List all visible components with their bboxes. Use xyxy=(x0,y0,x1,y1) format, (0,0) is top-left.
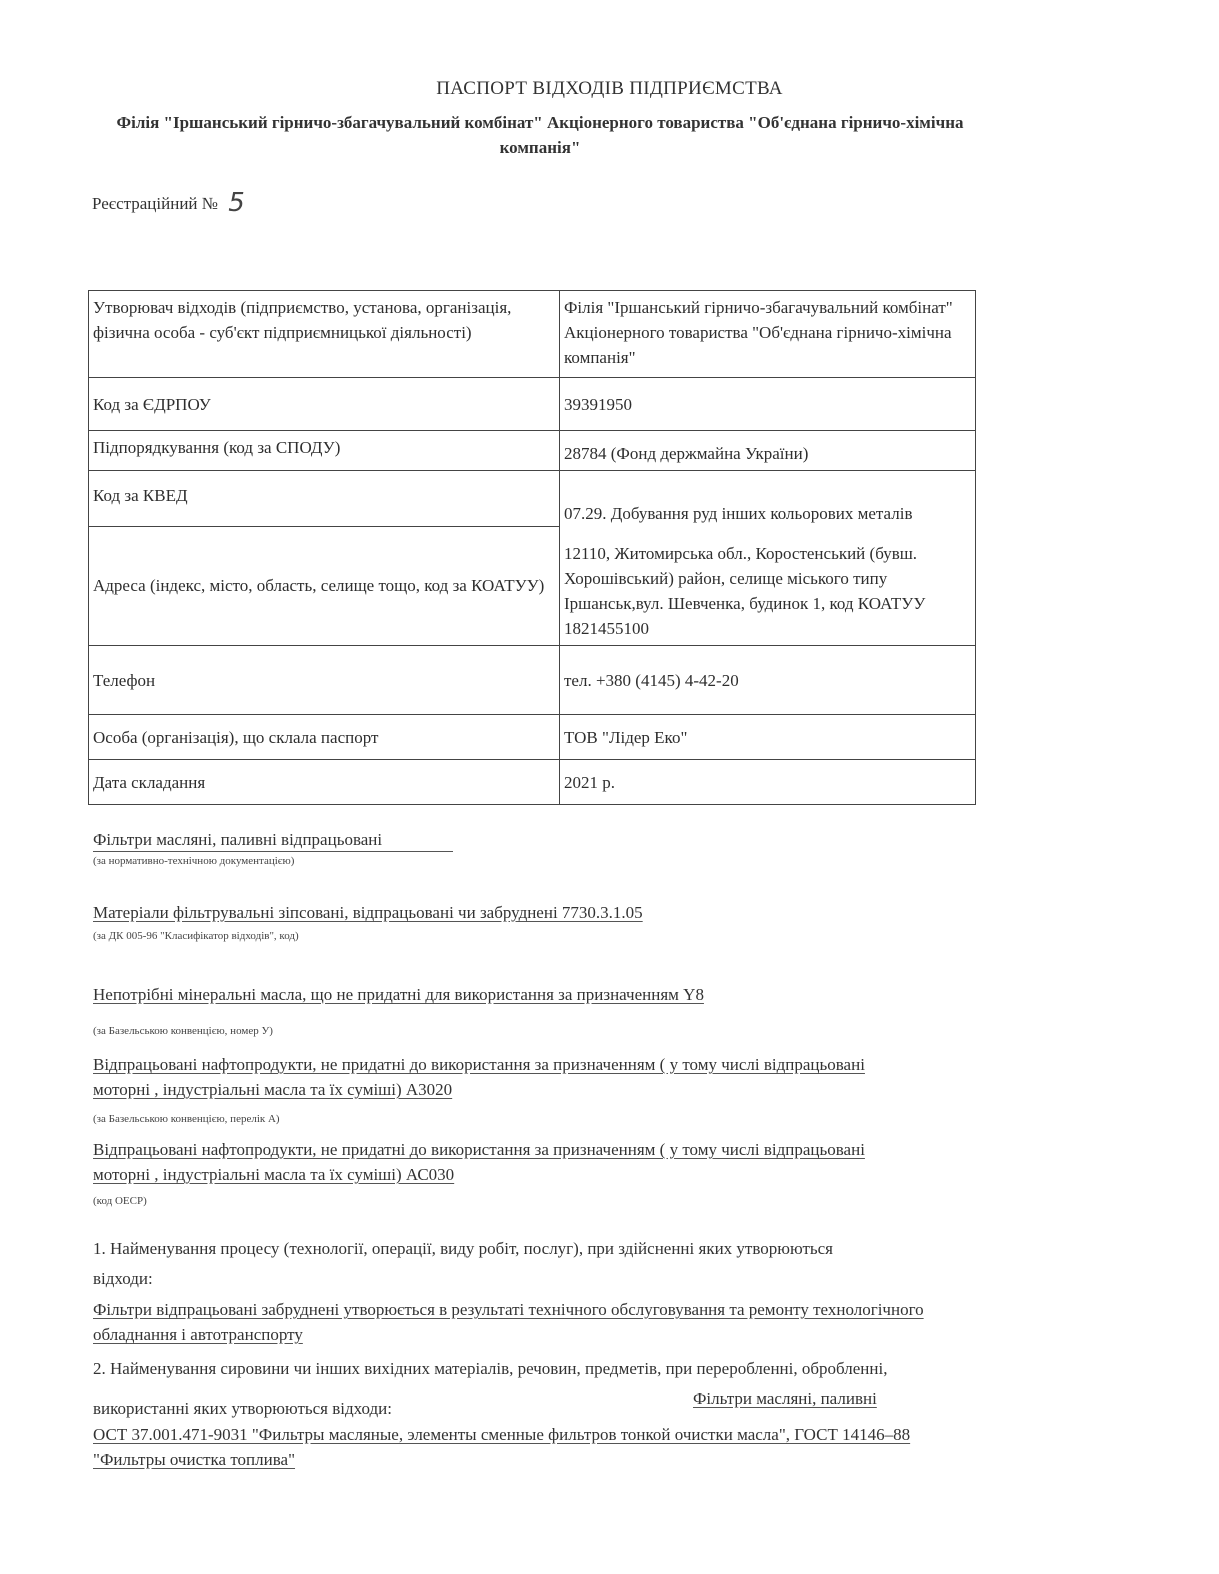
row-label: Утворювач відходів (підприємство, установа, організація, фізична особа - суб'єкт підприємницької діяльності) xyxy=(89,291,560,378)
section-1-value: Фільтри відпрацьовані забруднені утворюється в результаті технічного обслуговування та ремонту технологічного обладнання і автотранспорту xyxy=(93,1300,924,1344)
basel-y-note: (за Базельською конвенцією, номер У) xyxy=(93,1025,273,1037)
basel-a-field: Відпрацьовані нафтопродукти, не придатні до використання за призначенням ( у тому числі відпрацьовані моторні , індустріальні масла та їх суміші) А3020 xyxy=(93,1055,865,1099)
section-2-value: ОСТ 37.001.471-9031 "Фильтры масляные, элементы сменные фильтров тонкой очистки масла", ГОСТ 14146–88 "Фильтры очистка топлива" xyxy=(93,1425,911,1469)
row-value: 12110, Житомирська обл., Коростенський (бувш. Хорошівський) район, селище міського типу Іршанськ,вул. Шевченка, будинок 1, код КОАТУУ 1821455100 xyxy=(564,544,926,638)
oecd-code-field: Відпрацьовані нафтопродукти, не придатні до використання за призначенням ( у тому числі відпрацьовані моторні , індустріальні масла та їх суміші) АС030 xyxy=(93,1140,865,1184)
waste-code-dk-note: (за ДК 005-96 "Класифікатор відходів", код) xyxy=(93,930,299,942)
registration-label: Реєстраційний № xyxy=(92,194,218,213)
table-row xyxy=(89,646,976,715)
row-value: Філія "Іршанський гірничо-збагачувальний комбінат" Акціонерного товариства "Об'єднана гірничо-хімічна компанія" xyxy=(560,291,976,378)
row-value: 2021 р. xyxy=(560,760,976,805)
kved-address-values xyxy=(560,471,976,646)
table-row xyxy=(89,760,976,805)
row-value: тел. +380 (4145) 4-42-20 xyxy=(560,646,976,715)
oecd-code-note: (код ОЕСР) xyxy=(93,1195,147,1207)
basel-a-note: (за Базельською конвенцією, перелік А) xyxy=(93,1113,280,1125)
row-label: Адреса (індекс, місто, область, селище тощо, код за КОАТУУ) xyxy=(89,526,560,645)
row-value: 07.29. Добування руд інших кольорових металів xyxy=(564,504,913,523)
registration-number: 5 xyxy=(228,188,245,218)
section-1-label: 1. Найменування процесу (технології, операції, виду робіт, послуг), при здійсненні яких утворюються відходи: xyxy=(93,1239,833,1288)
document-subtitle: Філія "Іршанський гірничо-збагачувальний комбінат" Акціонерного товариства "Об'єднана гірничо-хімічна компанія" xyxy=(116,113,964,157)
producer-info-table xyxy=(88,290,976,805)
waste-code-dk-field: Матеріали фільтрувальні зіпсовані, відпрацьовані чи забруднені 7730.3.1.05 xyxy=(93,903,643,922)
row-value: 28784 (Фонд держмайна України) xyxy=(560,431,976,471)
registration-line xyxy=(92,186,245,216)
row-label: Код за КВЕД xyxy=(89,471,560,527)
table-row xyxy=(89,715,976,760)
waste-name-note: (за нормативно-технічною документацією) xyxy=(93,855,295,867)
row-label: Код за ЄДРПОУ xyxy=(89,378,560,431)
document-title: ПАСПОРТ ВІДХОДІВ ПІДПРИЄМСТВА xyxy=(436,78,783,99)
table-row xyxy=(89,291,976,378)
row-value: ТОВ "Лідер Еко" xyxy=(560,715,976,760)
row-value: 39391950 xyxy=(560,378,976,431)
row-label: Дата складання xyxy=(89,760,560,805)
row-label: Підпорядкування (код за СПОДУ) xyxy=(89,431,560,471)
table-row xyxy=(89,431,976,471)
table-row xyxy=(89,378,976,431)
waste-name-field: Фільтри масляні, паливні відпрацьовані xyxy=(93,829,453,852)
row-label: Телефон xyxy=(89,646,560,715)
basel-y-field: Непотрібні мінеральні масла, що не придатні для використання за призначенням Y8 xyxy=(93,985,704,1004)
row-label: Особа (організація), що склала паспорт xyxy=(89,715,560,760)
table-row xyxy=(89,471,976,527)
section-2-inline-value: Фільтри масляні, паливні xyxy=(693,1389,877,1408)
section-2-label: 2. Найменування сировини чи інших вихідних матеріалів, речовин, предметів, при переробленні, обробленні, використанні яких утворюються відходи: xyxy=(93,1359,888,1418)
